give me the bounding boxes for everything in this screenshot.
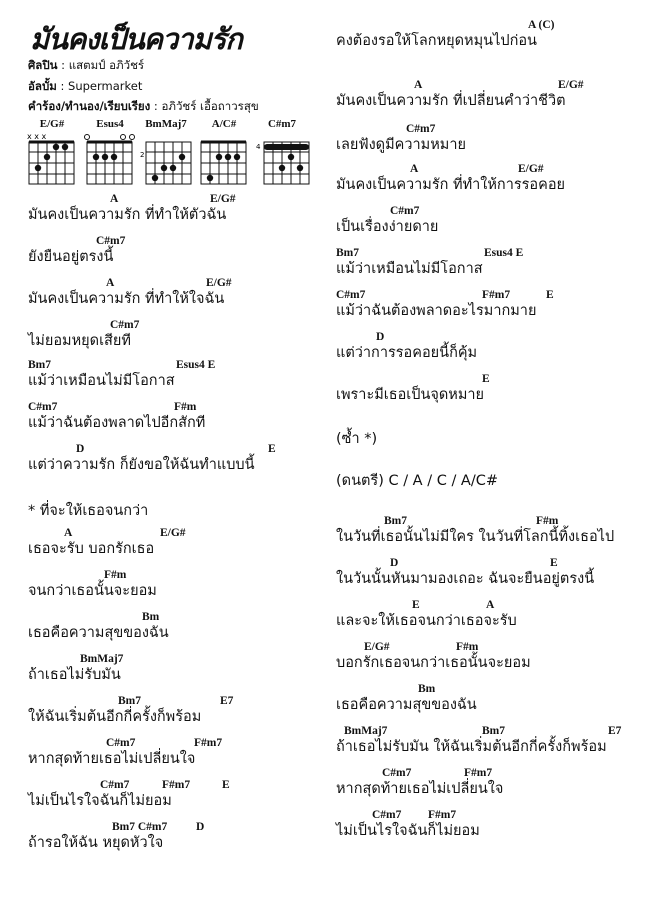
fretboard-icon [26,132,78,190]
chord-label: C#m7 [96,235,126,247]
lyric-line: ถ้าเธอไม่รับมัน ให้ฉันเริ่มต้นอีกกี่ครั้งก็พร้อม [336,739,607,755]
chord-label: C#m7 [110,319,140,331]
lyric-line: แต่ว่าความรัก ก็ยังขอให้ฉันทำแบบนี้ [28,457,255,473]
lyric-block [336,766,503,798]
lyric-block [336,246,524,278]
chord-label: BmMaj7 [80,653,124,665]
chord-line [28,234,126,248]
lyric-block [28,442,276,474]
lyric-line: มันคงเป็นความรัก ที่ทำให้ใจฉัน [28,291,225,307]
lyric-line: ยังยืนอยู่ตรงนี้ [28,249,114,265]
lyric-block [336,288,554,320]
chord-line [336,458,498,472]
lyric-line: ในวันนั้นหันมามองเถอะ ฉันจะยืนอยู่ตรงนี้ [336,571,595,587]
lyric-line: หากสุดท้ายเธอไม่เปลี่ยนใจ [336,781,504,797]
chord-line [336,514,614,528]
chord-label: A [486,599,495,611]
chord-label: A [106,277,115,289]
chord-label: D [390,557,399,569]
lyric-line: ให้ฉันเริ่มต้นอีกกี่ครั้งก็พร้อม [28,709,202,725]
album-label: อัลบั้ม [28,79,57,93]
chord-label: E [546,289,554,301]
chord-label: E7 [220,695,234,707]
lyric-block [336,808,480,840]
chord-label: Bm7 C#m7 [112,821,168,833]
lyric-line: แม้ว่าเหมือนไม่มีโอกาส [28,373,175,389]
chord-label: F#m7 [428,809,457,821]
lyric-line: เธอจะรับ บอกรักเธอ [28,541,155,557]
chord-label: A [414,79,423,91]
chord-label: C#m7 [100,779,130,791]
chord-line [28,400,205,414]
credits-row: คำร้อง/ทำนอง/เรียบเรียง : อภิวัชร์ เอื้อถาวรสุข [28,99,259,113]
chord-line [336,724,622,738]
chord-label: C#m7 [406,123,436,135]
chord-name: BmMaj7 [145,118,187,130]
chord-name: A/C# [211,118,237,130]
chord-line [336,122,466,136]
chord-diagram-acsharp [198,118,250,190]
lyric-block [28,694,234,726]
lyric-line: และจะให้เธอจนกว่าเธอจะรับ [336,613,517,629]
chord-diagram-bmmaj7 [140,118,192,190]
chord-line [336,18,555,32]
chord-label: F#m7 [482,289,511,301]
lyric-line: ไม่เป็นไรใจฉันก็ไม่ยอม [28,793,172,809]
lyric-block [336,724,622,756]
lyric-block [336,682,477,714]
lyric-block [28,778,230,810]
chord-line [28,736,223,750]
chord-label: D [76,443,85,455]
chord-label: Bm7 [384,515,407,527]
chord-name: Esus4 [96,118,124,130]
lyric-block [28,610,169,642]
song-title: มันคงเป็นความรัก [30,22,242,56]
lyric-block [336,514,614,546]
chord-name: C#m7 [267,118,297,130]
chord-line [28,526,186,540]
chord-diagram-egsharp [26,118,78,190]
chord-line [336,598,517,612]
chord-label: E/G# [206,277,232,289]
chord-label: C#m7 [372,809,402,821]
chord-label: F#m7 [464,767,493,779]
lyric-block [336,556,594,588]
lyric-block [28,820,205,852]
chord-label: BmMaj7 [344,725,388,737]
chord-label: F#m [104,569,127,581]
chord-label: A (C) [528,19,555,31]
lyric-block [336,18,555,50]
chord-line [336,330,477,344]
lyric-block [336,162,565,194]
chord-label: Bm7 [482,725,505,737]
lyric-line: มันคงเป็นความรัก ที่ทำให้การรอคอย [336,177,566,193]
chord-line [28,488,148,502]
chord-line [336,204,438,218]
lyric-block [28,526,186,558]
chord-label: E/G# [160,527,186,539]
chord-line [336,682,477,696]
lyric-block [336,78,584,110]
svg-text:2: 2 [140,151,145,159]
svg-text:4: 4 [256,143,261,151]
fretboard-icon [140,132,192,190]
chord-label: A [64,527,73,539]
chord-label: F#m7 [194,737,223,749]
lyric-block [336,640,531,672]
chord-label: E/G# [518,163,544,175]
lyric-line: ไม่ยอมหยุดเสียที [28,333,131,349]
chord-line [28,820,205,834]
lyric-block [28,276,232,308]
chord-label: A [110,193,119,205]
chord-label: F#m7 [162,779,191,791]
chord-label: C#m7 [336,289,366,301]
lyric-line: ถ้าเธอไม่รับมัน [28,667,121,683]
chord-line [28,318,140,332]
artist-row: ศิลปิน : แสตมป์ อภิวัชร์ [28,58,145,72]
chord-label: E [412,599,420,611]
chord-label: Bm [142,611,160,623]
lyric-line: มันคงเป็นความรัก ที่เปลี่ยนคำว่าชีวิต [336,93,566,109]
lyric-line: เธอคือความสุขของฉัน [336,697,477,713]
chord-label: C#m7 [382,767,412,779]
lyric-block [336,122,466,154]
chord-line [336,640,531,654]
chord-line [28,610,169,624]
lyric-line: มันคงเป็นความรัก ที่ทำให้ตัวฉัน [28,207,227,223]
chord-line [28,358,216,372]
lyric-line: คงต้องรอให้โลกหยุดหมุนไปก่อน [336,33,537,49]
chord-label: E/G# [558,79,584,91]
chord-line [336,416,377,430]
album-name: Supermarket [68,79,143,93]
chord-label: Bm7 [118,695,141,707]
chord-label: E7 [608,725,622,737]
chord-label: Bm7 [28,359,51,371]
chord-diagram-esus4 [84,118,136,190]
chord-line [28,778,230,792]
lyric-block [336,416,377,448]
lyric-block [336,372,490,404]
chord-label: A [410,163,419,175]
lyric-block [28,234,126,266]
artist-label: ศิลปิน [28,58,58,72]
lyric-line: บอกรักเธอจนกว่าเธอนั้นจะยอม [336,655,531,671]
chord-name: E/G# [39,118,65,130]
chord-label: E [222,779,230,791]
lyric-block [336,458,498,490]
lyric-block [28,652,124,684]
chord-line [336,78,584,92]
chord-line [336,808,480,822]
lyric-line: ในวันที่เธอนั้นไม่มีใคร ในวันที่โลกนี้ทิ้งเธอไป [336,529,615,545]
chord-label: E/G# [364,641,390,653]
lyric-block [28,192,236,224]
credits-name: อภิวัชร์ เอื้อถาวรสุข [161,99,259,113]
lyric-line: เป็นเรื่องง่ายดาย [336,219,439,235]
chord-line [336,288,554,302]
chord-label: E [482,373,490,385]
lyric-line: แม้ว่าเหมือนไม่มีโอกาส [336,261,483,277]
credits-label: คำร้อง/ทำนอง/เรียบเรียง [28,99,151,113]
chord-line [336,556,594,570]
lyric-line: แม้ว่าฉันต้องพลาดไปอีกสักที [28,415,206,431]
lyric-line: เลยฟังดูมีความหมาย [336,137,466,153]
chord-label: F#m [456,641,479,653]
chord-line [336,372,490,386]
chord-line [28,442,276,456]
lyric-line: เธอคือความสุขของฉัน [28,625,169,641]
lyric-line: จนกว่าเธอนั้นจะยอม [28,583,157,599]
chord-label: F#m [536,515,559,527]
lyric-line: * ที่จะให้เธอจนกว่า [28,503,149,519]
chord-label: D [196,821,205,833]
lyric-block [28,488,148,520]
lyric-line: แม้ว่าฉันต้องพลาดอะไรมากมาย [336,303,537,319]
chord-label: Esus4 E [176,359,216,371]
chord-line [28,568,157,582]
chord-label: C#m7 [106,737,136,749]
lyric-block [336,204,438,236]
chord-line [28,652,124,666]
chord-label: C#m7 [28,401,58,413]
fretboard-icon [256,132,312,190]
fretboard-icon [84,132,136,190]
lyric-line: หากสุดท้ายเธอไม่เปลี่ยนใจ [28,751,196,767]
chord-label: Esus4 E [484,247,524,259]
chord-line [336,162,565,176]
chord-label: E [550,557,558,569]
album-row: อัลบั้ม : Supermarket [28,79,143,93]
chord-label: D [376,331,385,343]
chord-label: E/G# [210,193,236,205]
lyric-line: (ซ้ำ *) [336,431,378,447]
lyric-block [28,568,157,600]
fretboard-icon [198,132,250,190]
chord-line [28,694,234,708]
artist-name: แสตมป์ อภิวัชร์ [68,58,145,72]
chord-label: C#m7 [390,205,420,217]
chord-label: Bm [418,683,436,695]
chord-line [336,246,524,260]
lyric-block [336,598,517,630]
chord-line [28,192,236,206]
lyric-block [28,358,216,390]
chord-label: E [268,443,276,455]
chord-line [336,766,503,780]
lyric-line: ถ้ารอให้ฉัน หยุดหัวใจ [28,835,164,851]
lyric-line: ไม่เป็นไรใจฉันก็ไม่ยอม [336,823,480,839]
chord-diagram-csharpm7 [256,118,308,190]
lyric-block [28,318,140,350]
lyric-line: (ดนตรี) C / A / C / A/C# [336,473,499,489]
chord-label: F#m [174,401,197,413]
lyric-block [336,330,477,362]
lyric-line: เพราะมีเธอเป็นจุดหมาย [336,387,485,403]
chord-line [28,276,232,290]
svg-text:x x x: x x x [27,132,47,141]
lyric-block [28,736,223,768]
lyric-line: แต่ว่าการรอคอยนี้ก็คุ้ม [336,345,478,361]
chord-diagrams [26,118,326,194]
lyric-block [28,400,205,432]
chord-label: Bm7 [336,247,359,259]
